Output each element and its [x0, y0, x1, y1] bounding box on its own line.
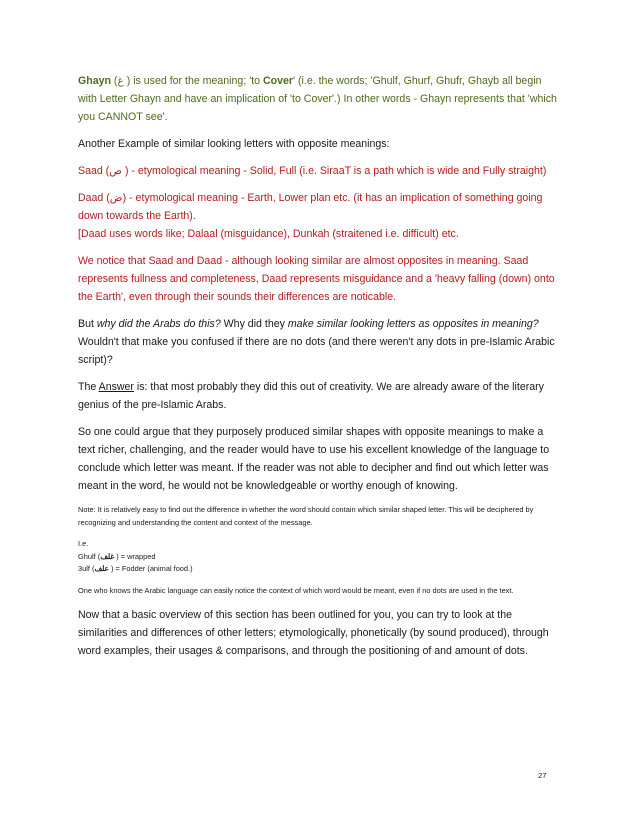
daad-post: ) - etymological meaning - Earth, Lower plan etc. (it has an implication of something going down towards the Earth). [78, 192, 543, 222]
page-number: 27 [538, 771, 547, 780]
overview-paragraph: Now that a basic overview of this section has been outlined for you, you can try to look at the similarities and differences of other letters; etymologically, phonetically (by sound produced), through word examples, their usages & comparisons, and through the positioning of and amount of dots. [78, 609, 549, 657]
ie-line: I.e. [78, 539, 89, 548]
knows-paragraph: One who knows the Arabic language can easily notice the context of which word would be meant, even if no dots are used in the text. [78, 585, 514, 595]
saad-post: ) - etymological meaning - Solid, Full (i.e. SiraaT is a path which is wide and Fully straight) [122, 165, 547, 177]
answer-word: Answer [98, 381, 134, 393]
why-text-1: But [78, 318, 97, 330]
document-page [78, 72, 558, 660]
saad-pre: Saad ( [78, 165, 110, 177]
ghayn-letter-open: ( [110, 75, 118, 87]
ghulf-post: ) = wrapped [114, 551, 156, 561]
3ulf-post: ) = Fodder (animal food.) [108, 564, 193, 573]
daad-paragraph [78, 189, 558, 225]
3ulf-arabic: علف [94, 564, 109, 573]
why-italic-1: why did the Arabs do this? [96, 318, 221, 330]
why-italic-2: make similar looking letters as opposites in meaning? [287, 318, 539, 330]
ghayn-text-2: ' (i.e. the words; 'Ghulf, Ghurf, Ghufr, Ghayb all begin with Letter Ghayn and have an implication of 'to Cover'.) In other words - Ghayn represents that 'which you CANNOT see'. [78, 75, 557, 123]
ghayn-letter: غ [117, 75, 124, 87]
daad-letter: ض [109, 192, 123, 204]
answer-post: is: that most probably they did this out of creativity. We are already aware of the literary genius of the pre-Islamic Arabs. [78, 381, 544, 411]
3ulf-pre: 3ulf ( [78, 564, 95, 573]
daad-words-line: [Daad uses words like; Dalaal (misguidance), Dunkah (straitened i.e. difficult) etc. [78, 228, 459, 240]
ghulf-arabic: غلف [100, 551, 115, 561]
note-paragraph: Note: It is relatively easy to find out the difference in whether the word should contain which similar shaped letter. This will be deciphered by recognizing and understanding the content and context of the message. [78, 505, 534, 527]
ghayn-text-1: ) is used for the meaning; 'to [123, 75, 264, 87]
ghayn-term: Ghayn [78, 75, 111, 87]
answer-pre: The [78, 381, 99, 393]
why-text-3: Wouldn't that make you confused if there are no dots (and there weren't any dots in pre-Islamic Arabic script)? [78, 336, 555, 366]
why-paragraph [78, 315, 558, 369]
saad-paragraph [78, 162, 558, 180]
answer-paragraph [78, 378, 558, 414]
cover-word: Cover [263, 75, 294, 87]
another-example-line: Another Example of similar looking letters with opposite meanings: [78, 138, 390, 150]
argue-paragraph: So one could argue that they purposely produced similar shapes with opposite meanings to make a text richer, challenging, and the reader would have to use his excellent knowledge of the language to conclude which letter was meant. If the reader was not able to decipher and find out which letter was meant in the word, he would not be knowledgeable or worthy enough of knowing. [78, 426, 550, 492]
saad-letter: ص [109, 165, 123, 177]
ghulf-line [78, 551, 558, 564]
ghayn-paragraph [78, 72, 558, 126]
why-text-2: Why did they [220, 318, 288, 330]
3ulf-line [78, 563, 558, 576]
daad-pre: Daad ( [78, 192, 110, 204]
ghulf-pre: Ghulf ( [78, 551, 101, 561]
notice-paragraph: We notice that Saad and Daad - although looking similar are almost opposites in meaning. Saad represents fullness and completeness, Daad represents misguidance and a 'heavy falling (down) onto the Earth', even through their sounds their differences are noticable. [78, 255, 555, 303]
